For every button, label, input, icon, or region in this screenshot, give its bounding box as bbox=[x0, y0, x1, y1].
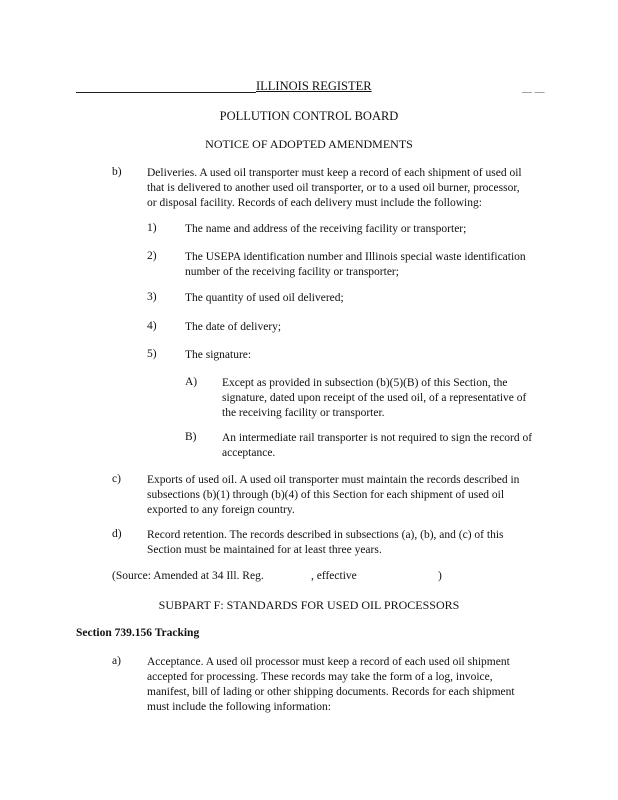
item-text bbox=[185, 320, 281, 335]
section-d-text bbox=[147, 528, 504, 558]
header-rule-left bbox=[76, 92, 256, 93]
text-line: The name and address of the receiving facility or transporter; bbox=[185, 223, 467, 235]
page-mark: __ __ bbox=[522, 83, 545, 94]
text-line: subsections (b)(1) through (b)(4) of this Section for each shipment of used oil bbox=[147, 489, 505, 501]
text-line: Exports of used oil. A used oil transporter must maintain the records described in bbox=[147, 474, 520, 486]
item-number: 1) bbox=[147, 222, 157, 234]
subitem-letter: A) bbox=[185, 376, 198, 388]
source-effective: , effective bbox=[311, 570, 357, 582]
item-text bbox=[185, 291, 344, 306]
text-line: that is delivered to another used oil transporter, or to a used oil burner, processor, bbox=[147, 182, 520, 194]
text-line: The date of delivery; bbox=[185, 321, 282, 333]
text-line: signature, dated upon receipt of the used oil, of a representative of bbox=[222, 392, 527, 404]
text-line: The USEPA identification number and Illinois special waste identification bbox=[185, 251, 526, 263]
text-line: Section must be maintained for at least three years. bbox=[147, 544, 382, 556]
text-line: exported to any foreign country. bbox=[147, 504, 295, 516]
subitem-text bbox=[222, 431, 532, 461]
text-line: The quantity of used oil delivered; bbox=[185, 292, 344, 304]
section-b-label: b) bbox=[112, 166, 122, 178]
item-number: 2) bbox=[147, 250, 157, 262]
text-line: must include the following information: bbox=[147, 701, 331, 713]
item-text bbox=[185, 222, 466, 237]
text-line: accepted for processing. These records may take the form of a log, invoice, bbox=[147, 671, 493, 683]
item-number: 3) bbox=[147, 291, 157, 303]
section-heading: Section 739.156 Tracking bbox=[76, 627, 200, 639]
source-close: ) bbox=[438, 570, 442, 582]
section-a-label: a) bbox=[112, 655, 121, 667]
text-line: acceptance. bbox=[222, 447, 276, 459]
text-line: or disposal facility. Records of each delivery must include the following: bbox=[147, 197, 482, 209]
text-line: Deliveries. A used oil transporter must keep a record of each shipment of used oil bbox=[147, 167, 522, 179]
subitem-text bbox=[222, 376, 526, 421]
item-text bbox=[185, 250, 526, 280]
text-line: Acceptance. A used oil processor must keep a record of each used oil shipment bbox=[147, 656, 510, 668]
text-line: manifest, bill of lading or other shipping documents. Records for each shipment bbox=[147, 686, 515, 698]
section-d-label: d) bbox=[112, 528, 122, 540]
item-number: 4) bbox=[147, 320, 157, 332]
text-line: An intermediate rail transporter is not required to sign the record of bbox=[222, 432, 533, 444]
section-b-text bbox=[147, 166, 522, 211]
source-note: (Source: Amended at 34 Ill. Reg. bbox=[112, 570, 264, 582]
subitem-letter: B) bbox=[185, 431, 197, 443]
text-line: Record retention. The records described in subsections (a), (b), and (c) of this bbox=[147, 529, 504, 541]
text-line: number of the receiving facility or transporter; bbox=[185, 266, 399, 278]
text-line: Except as provided in subsection (b)(5)(B) of this Section, the bbox=[222, 377, 508, 389]
section-c-text bbox=[147, 473, 519, 518]
section-a-text bbox=[147, 655, 515, 715]
item-text bbox=[185, 348, 251, 363]
text-line: the receiving facility or transporter. bbox=[222, 407, 385, 419]
text-line: The signature: bbox=[185, 349, 252, 361]
register-title: ILLINOIS REGISTER bbox=[256, 79, 372, 93]
subpart-title: SUBPART F: STANDARDS FOR USED OIL PROCESSORS bbox=[158, 598, 460, 612]
notice-title: NOTICE OF ADOPTED AMENDMENTS bbox=[205, 137, 413, 151]
section-c-label: c) bbox=[112, 473, 121, 485]
board-title: POLLUTION CONTROL BOARD bbox=[219, 109, 399, 123]
item-number: 5) bbox=[147, 348, 157, 360]
